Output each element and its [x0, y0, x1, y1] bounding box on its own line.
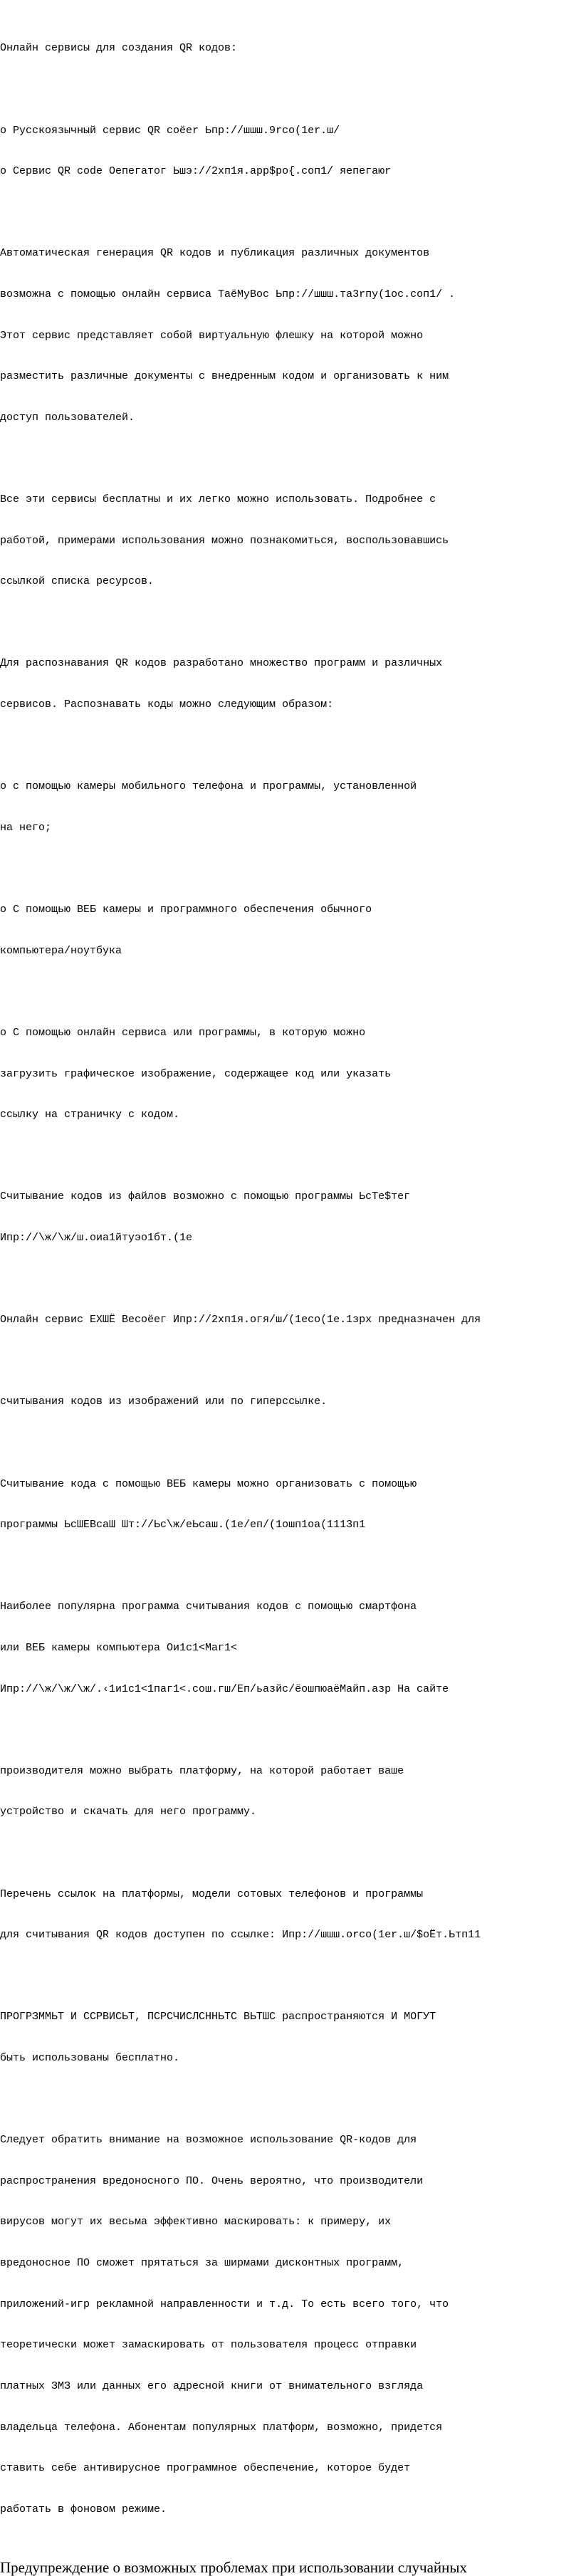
- text-line: возможна с помощью онлайн сервиса ТаёМуВос Ьпр://шшш.та3rпу(1ос.соп1/ .: [0, 288, 456, 301]
- text-line: ссылкой списка ресурсов.: [0, 575, 155, 588]
- paragraph: [0, 1573, 581, 1723]
- paragraph: [0, 466, 581, 616]
- paragraph: [0, 219, 581, 451]
- text-line: o Русскоязычный сервис QR coёer Ьпр://шшш.9rco(1er.ш/: [0, 124, 340, 137]
- text-line: производителя можно выбрать платформу, на которой работает ваше: [0, 1764, 404, 1777]
- text-line: Онлайн сервисы для создания QR кодов:: [0, 42, 238, 55]
- text-line: Ипр://\ж/\ж/\ж/.‹1и1с1<1паг1<.сош.гш/Еп/ьaзйс/ёошпюаёМайп.азр На сайте: [0, 1682, 449, 1695]
- text-line: Онлайн сервис ЕХШЁ Весоёег Ипр://2хп1я.огя/ш/(1есо(1е.1зрх предназначен для: [0, 1314, 481, 1326]
- text-line: Считывание кода с помощью ВЕБ камеры можно организовать с помощью: [0, 1477, 417, 1490]
- text-line: Для распознавания QR кодов разработано множество программ и различных: [0, 657, 443, 670]
- paragraph: [0, 1983, 581, 2093]
- text-line: распространения вредоносного ПО. Очень вероятно, что производители: [0, 2174, 424, 2187]
- text-line: владельца телефона. Абонентам популярных платформ, возможно, придется: [0, 2421, 443, 2434]
- text-line: o С помощью онлайн сервиса или программы, в которую можно: [0, 1026, 366, 1039]
- text-line: Наиболее популярна программа считывания кодов с помощью смартфона: [0, 1601, 417, 1613]
- text-line: вредоносное ПО сможет прятаться за ширмами дисконтных программ,: [0, 2257, 404, 2270]
- paragraph: [0, 1368, 581, 1436]
- text-line: работать в фоновом режиме.: [0, 2503, 167, 2515]
- text-line: или ВЕБ камеры компьютера Ои1с1<Маг1<: [0, 1641, 238, 1654]
- text-line: для считывания QR кодов доступен по ссылке: Ипр://шшш.orco(1er.ш/$oЁт.Ьтп11: [0, 1929, 481, 1942]
- text-line: Автоматическая генерация QR кодов и публикация различных документов: [0, 247, 430, 260]
- text-line: o с помощью камеры мобильного телефона и программы, установленной: [0, 780, 417, 793]
- text-line: Перечень ссылок на платформы, модели сотовых телефонов и программы: [0, 1888, 424, 1900]
- text-line: Все эти сервисы бесплатны и их легко можно использовать. Подробнее с: [0, 493, 436, 506]
- document-body: [0, 14, 581, 2576]
- text-line: загрузить графическое изображение, содержащее код или указать: [0, 1067, 392, 1080]
- text-line: o Сервис QR code Оепегатог Ьшэ://2хп1я.арр$po{.coп1/ яепегаюr: [0, 165, 392, 178]
- paragraph: [0, 1163, 581, 1272]
- text-line: Ипр://\ж/\ж/ш.оиа1йтуэо1бт.(1е: [0, 1231, 193, 1244]
- paragraph: [0, 753, 581, 862]
- text-line: разместить различные документы с внедренным кодом и организовать к ним: [0, 370, 449, 383]
- paragraph: [0, 96, 581, 206]
- paragraph: [0, 2106, 581, 2544]
- text-line: ссылку на страничку с кодом.: [0, 1109, 180, 1121]
- paragraph: [0, 876, 581, 985]
- text-line: платных ЗМЗ или данных его адресной книги от внимательного взгляда: [0, 2379, 424, 2392]
- text-line: приложений-игр рекламной направленности и т.д. То есть всего того, что: [0, 2298, 449, 2310]
- text-line: устройство и скачать для него программу.: [0, 1806, 257, 1818]
- text-line: считывания кодов из изображений или по гиперссылке.: [0, 1396, 328, 1408]
- paragraph: [0, 1737, 581, 1846]
- text-line: теоретически может замаскировать от пользователя процесс отправки: [0, 2339, 417, 2352]
- text-line: ПРОГРЗММЬТ И ССРВИСЬТ, ПСРСЧИСЛСННЬТС ВЬТШС распространяются И МОГУТ: [0, 2011, 436, 2023]
- paragraph: [0, 999, 581, 1149]
- text-line: быть использованы бесплатно.: [0, 2052, 180, 2065]
- paragraph: [0, 1860, 581, 1969]
- text-line: ставить себе антивирусное программное обеспечение, которое будет: [0, 2462, 411, 2475]
- text-line: программы ЬсШЕВсаШ Шт://Ьс\ж/еЬсаш.(1е/еп/(1ошп1оа(1113п1: [0, 1519, 366, 1532]
- paragraph: [0, 1450, 581, 1559]
- text-line: o С помощью ВЕБ камеры и программного обеспечения обычного: [0, 904, 372, 916]
- text-line: Этот сервис представляет собой виртуальную флешку на которой можно: [0, 329, 424, 342]
- text-line: работой, примерами использования можно познакомиться, воспользовавшись: [0, 534, 449, 547]
- text-line: Следует обратить внимание на возможное использование QR-кодов для: [0, 2134, 417, 2147]
- paragraph: [0, 1286, 581, 1354]
- text-line: доступ пользователей.: [0, 411, 135, 424]
- text-line: на него;: [0, 821, 52, 834]
- paragraph: [0, 629, 581, 739]
- text-line: компьютера/ноутбука: [0, 944, 122, 957]
- section-heading: Предупреждение о возможных проблемах при использовании случайных: [0, 2559, 467, 2576]
- text-line: вирусов могут их весьма эффективно маскировать: к примеру, их: [0, 2216, 392, 2229]
- paragraph: [0, 14, 581, 83]
- text-line: Считывание кодов из файлов возможно с помощью программы ЬсТе$тег: [0, 1190, 411, 1203]
- text-line: сервисов. Распознавать коды можно следующим образом:: [0, 698, 334, 711]
